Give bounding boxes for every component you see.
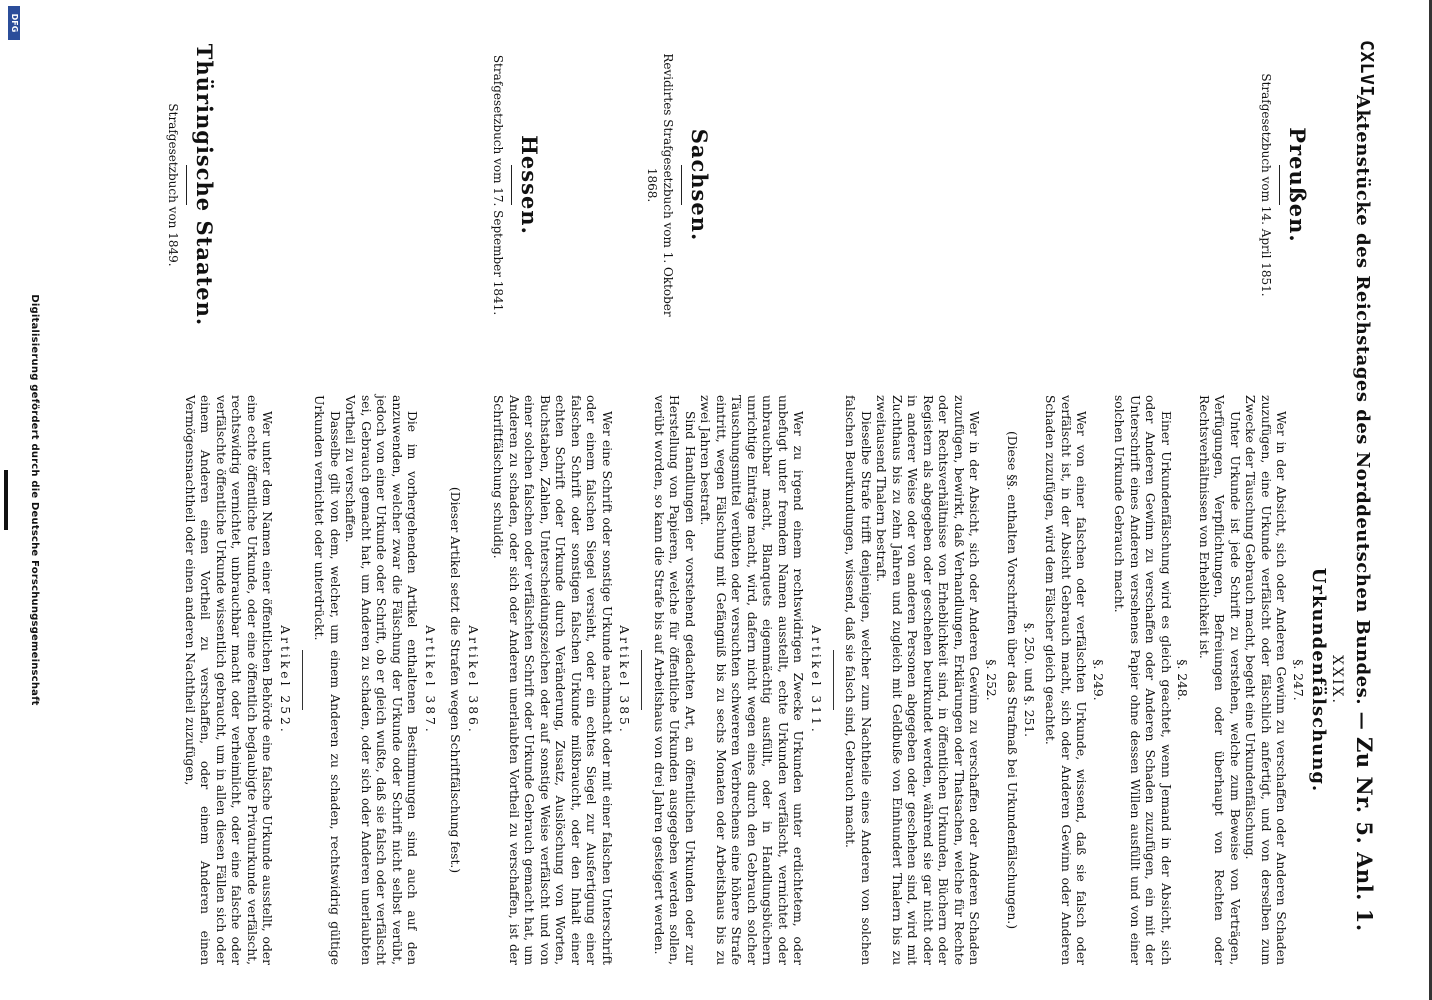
chapter-number: XXIX. [1329, 655, 1345, 705]
chapter-title: Urkundenfälschung. [1308, 567, 1330, 793]
paragraph: Wer in der Absicht, sich oder Anderen Gewinn zu verschaffen oder Anderen Schaden zuzufügen, bewirkt, daß Verhandlungen, Erklärungen oder Thatsachen, welche für Rechte oder Rechtsverhältnisse von Erheblichkeit sind, in öffentlichen Urkunden, Büchern oder Registern als abgegeben oder geschehen beurkundet werden, während sie gar nicht oder in anderer Weise oder von anderen Personen abgegeben oder geschehen sind, wird mit Zuchthaus bis zu zehn Jahren und zugleich mit Geldbuße von Einhundert Thalern bis zu zweitausend Thalern bestraft. [874, 395, 982, 965]
divider [681, 165, 682, 205]
header-dash: — [1352, 711, 1373, 731]
code-reference: Strafgesetzbuch vom 17. September 1841. [491, 54, 505, 316]
paragraph: Die im vorhergehenden Artikel enthaltenen Bestimmungen sind auch auf den anzuwenden, welcher zwar die Fälschung der Urkunde oder Schrift nicht selbst verübt, jedoch von einer Urkunde oder Schrift, ob er gleich wußte, daß sie falsch oder verfälscht sei, Gebrauch gemacht hat, um Anderen zu schaden, oder sich oder Anderen unerlaubten Vortheil zu verschaffen. [343, 395, 420, 965]
running-title [1352, 95, 1377, 932]
section-heading: §. 248. [1175, 659, 1190, 701]
divider [511, 165, 512, 205]
paragraph: (Dieser Artikel setzt die Strafen wegen Schriftfälschung fest.) [448, 486, 463, 874]
digitization-note: Digitalisierung gefördert durch die Deutsche Forschungsgemeinschaft [29, 294, 40, 706]
section-heading: §. 247. [1291, 659, 1305, 701]
dfg-logo: DFG [8, 6, 20, 40]
paragraph: Einer Urkundenfälschung wird es gleich geachtet, wenn Jemand in der Absicht, sich oder Anderen Gewinn zu verschaffen oder Anderen Schaden zuzufügen, ein mit der Unterschrift eines Anderen versehenes Papier ohne dessen Willen ausfüllt und von einer solchen Urkunde Gebrauch macht. [1112, 395, 1173, 965]
paragraph: Wer unter dem Namen einer öffentlichen Behörde eine falsche Urkunde ausstellt, oder eine echte öffentliche Urkunde, oder eine öffentlich beglaubigte Privaturkunde verfälscht, rechtswidrig vernichtet, unbrauchbar macht oder verheimlicht, oder eine falsche oder verfälschte öffentliche Urkunde wissentlich gebraucht, um in allen diesen Fällen sich oder einem Anderen einen Vortheil zu verschaffen, oder einem Anderen einen Vermögensnachtheil oder einen anderen Nachtheil zuzufügen, [183, 395, 275, 965]
state-name: Sachsen. [687, 128, 712, 242]
divider [186, 165, 187, 205]
state-name: Preußen. [1285, 127, 1310, 243]
scan-edge-tick [4, 470, 8, 530]
running-header [1349, 40, 1377, 960]
paragraph: (Diese §§. enthalten Vorschriften über das Strafmaß bei Urkundenfälschungen.) [1005, 430, 1020, 930]
divider [833, 650, 834, 710]
paragraph: Unter Urkunde ist jede Schrift zu verstehen, welche zum Beweise von Verträgen, Verfügungen, Verpflichtungen, Befreiungen oder überhaupt von Rechten oder Rechtsverhältnissen von Erheblichkeit ist. [1197, 395, 1242, 965]
state-entry-preussen [1258, 40, 1310, 330]
header-reference: Zu Nr. 5. Anl. 1. [1352, 737, 1377, 932]
state-entry-thueringen [165, 40, 217, 330]
divider [642, 650, 643, 710]
state-entry-hessen [490, 40, 542, 330]
divider [1279, 165, 1280, 205]
article-heading: Artikel 311. [809, 625, 823, 735]
state-entry-sachsen [644, 40, 712, 330]
paragraph: Wer zu irgend einem rechtswidrigen Zwecke Urkunden unter erdichtetem, oder unbefugt unter fremdem Namen ausstellt, echte Urkunden verfälscht, vernichtet oder unbrauchbar macht, Blanquets eigenmächtig ausfüllt, oder in Handlungsbüchern unrichtige Einträge macht, wird, dafern nicht wegen eines durch den Gebrauch solcher Täuschungsmittel verübten oder versuchten schwereren Verbrechens eine höhere Strafe eintritt, wegen Fälschung mit Gefängniß bis zu sechs Monaten oder Arbeitshaus bis zu zwei Jahren bestraft. [698, 395, 806, 965]
code-reference: Revidirtes Strafgesetzbuch vom 1. Oktober 1868. [645, 53, 675, 317]
article-heading: Artikel 385. [617, 625, 632, 735]
paragraph: Dieselbe Strafe trifft denjenigen, welcher zum Nachtheile eines Anderen von solchen falschen Beurkundungen, wissend, daß sie falsch sind, Gebrauch macht. [843, 395, 873, 965]
article-heading: Artikel 386. [466, 625, 480, 735]
state-name: Thüringische Staaten. [192, 43, 217, 327]
paragraph: Sind Handlungen der vorstehend gedachten Art, an öffentlichen Urkunden oder zur Herstellung von Papieren, welche für öffentliche Urkunden ausgegeben werden sollen, verübt worden, so kann die Strafe bis auf Arbeitshaus von drei Jahren gesteigert werden. [652, 395, 697, 965]
paragraph: Wer von einer falschen oder verfälschten Urkunde, wissend, daß sie falsch oder verfälscht ist, in der Absicht Gebrauch macht, sich oder Anderen Gewinn oder Anderen Schaden zuzufügen, wird dem Fälscher gleich geachtet. [1043, 395, 1089, 965]
section-heading: §. 250. und §. 251. [1022, 622, 1036, 738]
page-number: CXLVI [1356, 40, 1377, 97]
code-reference: Strafgesetzbuch von 1849. [166, 103, 180, 267]
divider [302, 650, 303, 710]
state-name: Hessen. [517, 135, 542, 235]
section-heading: §. 249. [1091, 659, 1105, 701]
section-heading: §. 252. [984, 659, 998, 701]
paragraph: Dasselbe gilt von dem, welcher, um einem Anderen zu schaden, rechtswidrig gültige Urkunden vernichtet oder unterdrückt. [312, 395, 342, 965]
paragraph: Wer eine Schrift oder sonstige Urkunde nachmacht oder mit einer falschen Unterschrift oder einem falschen Siegel versieht, oder ein echtes Siegel zur Ausfertigung einer falschen Schrift oder sonstigen falschen Urkunde mißbraucht, oder den Inhalt einer echten Schrift oder Urkunde durch Veränderung, Zusatz, Auslöschung von Worten, Buchstaben, Zahlen, Unterscheidungszeichen oder auf sonstige Weise verfälscht und von einer solchen falschen oder verfälschten Schrift oder Urkunde Gebrauch gemacht hat, um Anderen zu schaden, oder sich oder Anderen unerlaubten Vortheil zu verschaffen, ist der Schriftfälschung schuldig. [491, 395, 614, 965]
article-heading: Artikel 387. [423, 625, 437, 735]
statute-text-column [182, 395, 1345, 965]
code-reference: Strafgesetzbuch vom 14. April 1851. [1259, 73, 1273, 297]
running-title-text: Aktenstücke des Reichstages des Norddeutschen Bundes. [1352, 95, 1373, 705]
article-heading: Artikel 252. [278, 625, 292, 735]
paragraph: Wer in der Absicht, sich oder Anderen Gewinn zu verschaffen oder Anderen Schaden zuzufügen, eine Urkunde verfälscht oder fälschlich anfertigt, und von derselben zum Zwecke der Täuschung Gebrauch macht, begeht eine Urkundenfälschung. [1243, 395, 1289, 965]
state-column [40, 40, 1332, 330]
